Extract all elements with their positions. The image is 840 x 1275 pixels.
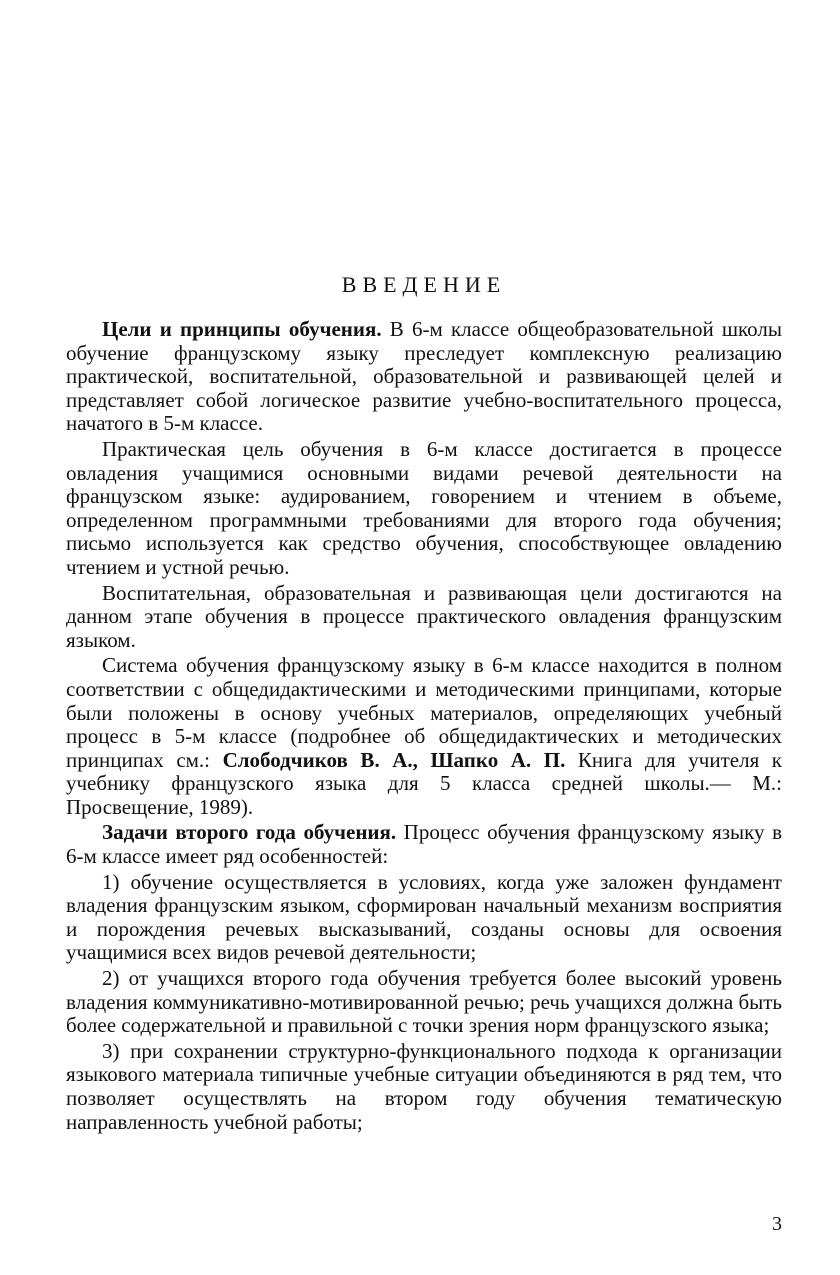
paragraph-heading: Задачи второго года обучения.: [102, 820, 397, 845]
reference-authors: Слободчиков В. А., Шапко А. П.: [222, 747, 566, 772]
paragraph-tasks: [66, 821, 782, 868]
paragraph-text: Практическая цель обучения в 6-м классе достигается в процессе овладения учащимися основными видами речевой деятельности на французском языке: аудированием, говорением и чтением в объеме, определенном программными требованиями для второго года обучения; письмо используется как средство обучения, способствующее овладению чтением и устной речью.: [66, 436, 782, 579]
paragraph-heading: Цели и принципы обучения.: [102, 317, 382, 341]
list-item-text: 3) при сохранении структурно-функционального подхода к организации языкового материала типичные учебные ситуации объединяются в ряд тем, что позволяет осуществлять на втором году обучения тематическую направленность учебной работы;: [66, 1038, 782, 1134]
paragraph-text: Книга для учителя к учебнику французского языка для 5 класса средней школы.— М.: Просвещение, 1989).: [66, 747, 782, 819]
paragraph-text: Воспитательная, образовательная и развивающая цели достигаются на данном этапе обучения в процессе практического овладения французским языком.: [66, 580, 782, 652]
list-item: [66, 1040, 782, 1134]
list-item-text: 1) обучение осуществляется в условиях, когда уже заложен фундамент владения французским языком, сформирован начальный механизм восприятия и порождения речевых высказываний, созданы основы для освоения учащимися всех видов речевой деятельности;: [66, 869, 782, 965]
paragraph-goals: [66, 318, 782, 436]
page-content: [66, 272, 782, 1136]
list-item: [66, 967, 782, 1038]
paragraph-text: Система обучения французскому языку в 6-м классе находится в полном соответствии с общедидактическими и методическими принципами, которые были положены в основу учебных материалов, определяющих учебный процесс в 5-м классе (подробнее об общедидактических и методических принципах см.:: [66, 653, 782, 772]
paragraph-educational-goal: [66, 582, 782, 653]
list-item: [66, 871, 782, 965]
page-title: ВВЕДЕНИЕ: [341, 272, 507, 297]
paragraph-text: Процесс обучения французскому языку в 6-м классе имеет ряд особенностей:: [66, 820, 782, 869]
list-item-text: 2) от учащихся второго года обучения требуется более высокий уровень владения коммуникативно-мотивированной речью; речь учащихся должна быть более содержательной и правильной с точки зрения норм французского языка;: [66, 966, 782, 1038]
paragraph-practical-goal: [66, 438, 782, 580]
page-number: 3: [772, 1213, 782, 1235]
paragraph-text: В 6-м классе общеобразовательной школы обучение французскому языку преследует комплексную реализацию практической, воспитательной, образовательной и развивающей целей и представляет собой логическое развитие учебно-воспитательного процесса, начатого в 5-м классе.: [66, 317, 782, 436]
paragraph-system: [66, 654, 782, 819]
body-text: [66, 318, 782, 1134]
